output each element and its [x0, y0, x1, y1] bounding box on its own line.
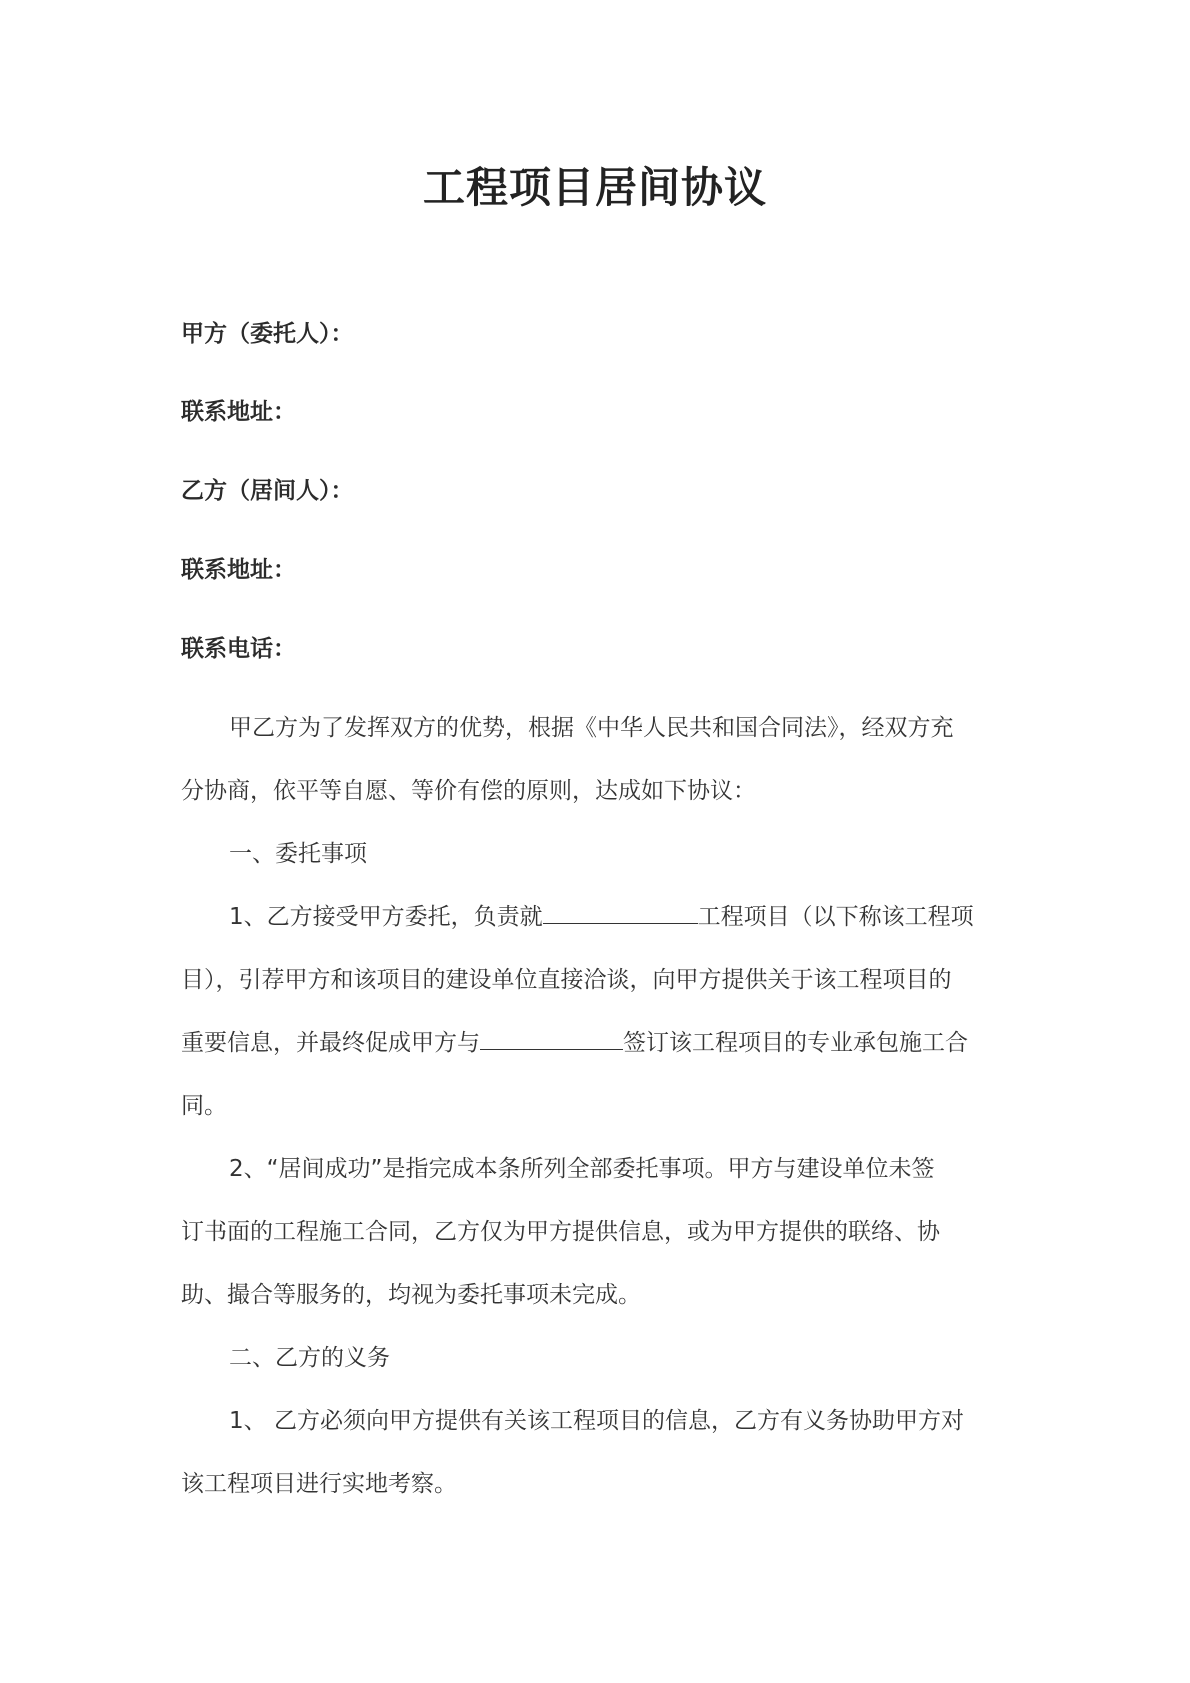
party-a-address-label: 联系地址：: [181, 399, 296, 425]
fill-in-blank: [543, 901, 698, 924]
fill-in-blank: [480, 1027, 623, 1050]
clause-line: 1、 乙方必须向甲方提供有关该工程项目的信息，乙方有义务协助甲方对: [229, 1408, 964, 1434]
clause-line: 该工程项目进行实地考察。: [181, 1471, 457, 1497]
clause-text: 1、乙方接受甲方委托，负责就: [229, 904, 543, 930]
clause-text: 工程项目（以下称该工程项: [697, 904, 974, 930]
clause-line: 同。: [181, 1093, 227, 1119]
intro-paragraph-line: 甲乙方为了发挥双方的优势，根据《中华人民共和国合同法》，经双方充: [229, 715, 954, 741]
intro-paragraph-line: 分协商，依平等自愿、等价有偿的原则，达成如下协议：: [181, 778, 756, 804]
clause-line: [181, 1027, 968, 1059]
clause-text: 签订该工程项目的专业承包施工合: [623, 1030, 968, 1056]
party-b-address-label: 联系地址：: [181, 557, 296, 583]
clause-line: 2、“居间成功”是指完成本条所列全部委托事项。甲方与建设单位未签: [229, 1156, 935, 1182]
clause-line: 目），引荐甲方和该项目的建设单位直接洽谈，向甲方提供关于该工程项目的: [181, 967, 952, 993]
party-b-phone-label: 联系电话：: [181, 636, 296, 662]
clause-text: 重要信息，并最终促成甲方与: [181, 1030, 480, 1056]
party-a-label: 甲方（委托人）：: [181, 321, 354, 347]
clause-line: 订书面的工程施工合同，乙方仅为甲方提供信息，或为甲方提供的联络、协: [181, 1219, 940, 1245]
clause-line: 助、撮合等服务的，均视为委托事项未完成。: [181, 1282, 641, 1308]
clause-line: [229, 901, 974, 933]
party-b-label: 乙方（居间人）：: [181, 478, 354, 504]
section-heading: 二、乙方的义务: [229, 1345, 390, 1371]
document-title: 工程项目居间协议: [422, 163, 767, 212]
section-heading: 一、委托事项: [229, 841, 367, 867]
